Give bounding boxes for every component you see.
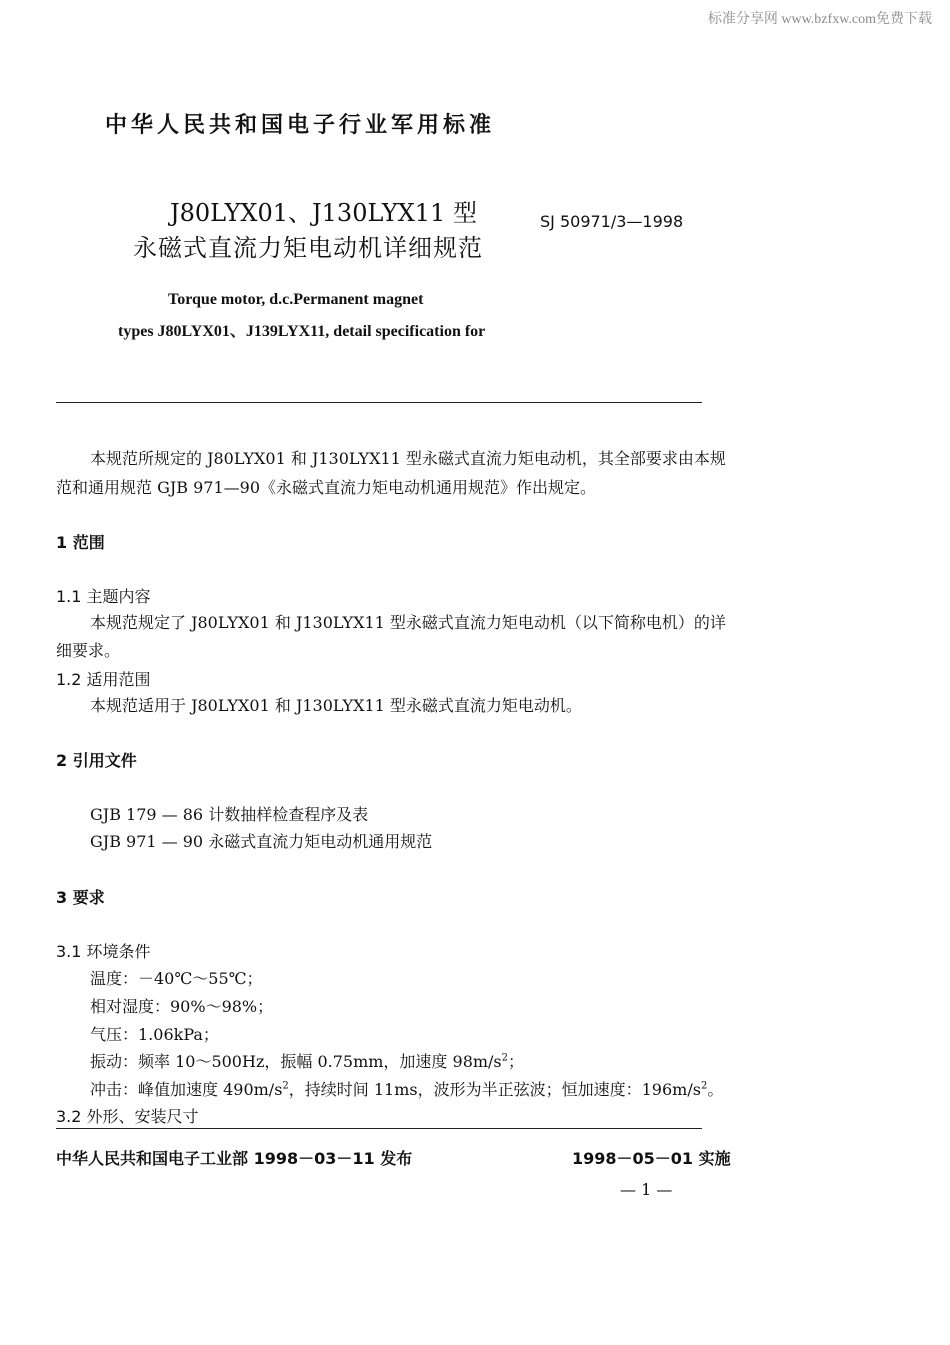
effective-date: 1998－05－01 实施 bbox=[572, 1149, 731, 1168]
standard-organization: 中华人民共和国电子行业军用标准 bbox=[105, 113, 496, 138]
standard-number: SJ 50971/3—1998 bbox=[540, 212, 684, 231]
section-1-heading: 1 范围 bbox=[56, 533, 105, 552]
section-1-1-line-2: 细要求。 bbox=[56, 641, 121, 660]
intro-line-1: 本规范所规定的 J80LYX01 和 J130LYX11 型永磁式直流力矩电动机，其全部要求由本规 bbox=[90, 449, 726, 468]
section-2-heading: 2 引用文件 bbox=[56, 751, 137, 770]
vibration-end: ； bbox=[508, 1052, 525, 1071]
vibration-text: 振动：频率 10～500Hz，振幅 0.75mm，加速度 98m/s bbox=[90, 1052, 502, 1071]
section-1-1-heading: 1.1 主题内容 bbox=[56, 587, 151, 606]
env-vibration bbox=[90, 1049, 524, 1072]
watermark: 标准分享网 www.bzfxw.com免费下载 bbox=[707, 12, 932, 27]
issue-date: 中华人民共和国电子工业部 1998－03－11 发布 bbox=[56, 1149, 413, 1168]
section-1-2-line-1: 本规范适用于 J80LYX01 和 J130LYX11 型永磁式直流力矩电动机。 bbox=[90, 696, 582, 715]
env-humidity: 相对湿度：90%～98%； bbox=[90, 997, 274, 1016]
english-title-line-1: Torque motor, d.c.Permanent magnet bbox=[168, 291, 424, 308]
shock-text-b: ，持续时间 11ms，波形为半正弦波；恒加速度：196m/s bbox=[288, 1080, 701, 1099]
shock-exponent-2: 2 bbox=[700, 1080, 708, 1092]
section-3-1-heading: 3.1 环境条件 bbox=[56, 942, 151, 961]
section-3-heading: 3 要求 bbox=[56, 888, 105, 907]
vibration-exponent: 2 bbox=[501, 1052, 509, 1064]
shock-exponent-1: 2 bbox=[282, 1080, 289, 1092]
shock-text-c: 。 bbox=[707, 1080, 724, 1099]
footer-divider bbox=[56, 1128, 702, 1129]
title-line-1: J80LYX01、J130LYX11 型 bbox=[170, 199, 477, 227]
page-number: — 1 — bbox=[620, 1180, 673, 1199]
english-title-line-2: types J80LYX01、J139LYX11, detail specification for bbox=[118, 323, 486, 340]
section-1-2-heading: 1.2 适用范围 bbox=[56, 670, 151, 689]
shock-text-a: 冲击：峰值加速度 490m/s bbox=[90, 1080, 283, 1099]
reference-item: GJB 971 — 90 永磁式直流力矩电动机通用规范 bbox=[90, 832, 433, 851]
section-1-1-line-1: 本规范规定了 J80LYX01 和 J130LYX11 型永磁式直流力矩电动机（以下简称电机）的详 bbox=[90, 613, 726, 632]
env-pressure: 气压：1.06kPa； bbox=[90, 1025, 219, 1044]
section-3-2-heading: 3.2 外形、安装尺寸 bbox=[56, 1107, 199, 1126]
header-divider bbox=[56, 402, 702, 403]
env-shock bbox=[90, 1077, 723, 1100]
intro-line-2: 范和通用规范 GJB 971—90《永磁式直流力矩电动机通用规范》作出规定。 bbox=[56, 478, 597, 497]
title-line-2: 永磁式直流力矩电动机详细规范 bbox=[133, 234, 483, 262]
reference-item: GJB 179 — 86 计数抽样检查程序及表 bbox=[90, 805, 369, 824]
env-temperature: 温度：－40℃～55℃； bbox=[90, 969, 263, 988]
